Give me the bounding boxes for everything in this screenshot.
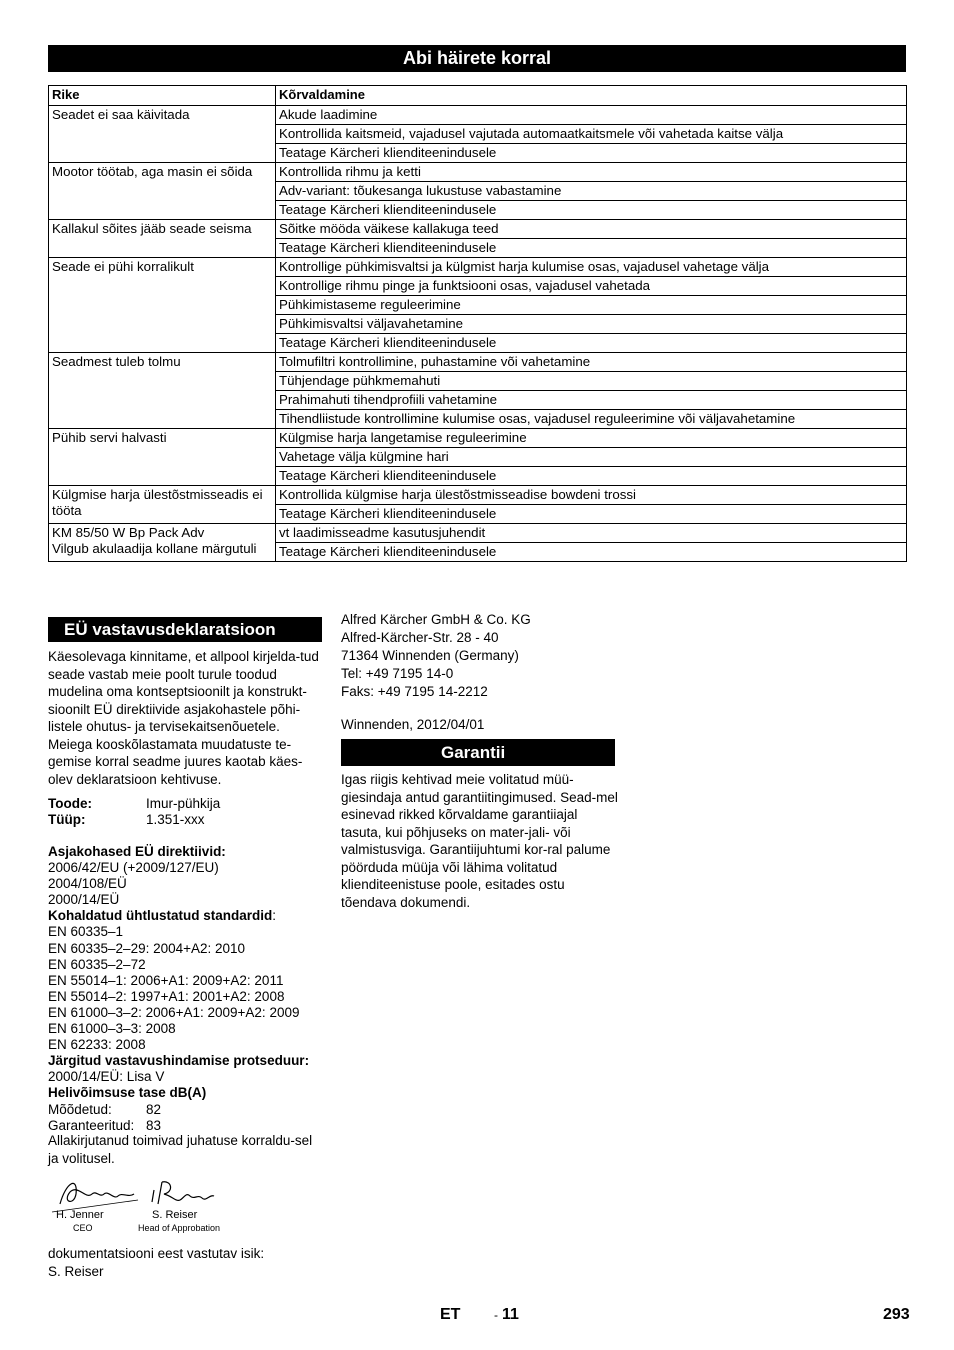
column-header-fault: Rike bbox=[49, 86, 276, 106]
footer-language: ET bbox=[440, 1306, 461, 1323]
standard-item: EN 55014–1: 2006+A1: 2009+A2: 2011 bbox=[48, 972, 284, 988]
table-row bbox=[49, 163, 907, 182]
product-value: Imur-pühkija bbox=[146, 796, 221, 811]
fault-cell: Kallakul sõites jääb seade seisma bbox=[49, 220, 276, 258]
remedy-cell: Adv-variant: tõukesanga lukustuse vabastamine bbox=[276, 182, 907, 201]
remedy-cell: Vahetage välja külgmine hari bbox=[276, 448, 907, 467]
standard-item: EN 61000–3–2: 2006+A1: 2009+A2: 2009 bbox=[48, 1004, 300, 1020]
remedy-cell: vt laadimisseadme kasutusjuhendit bbox=[276, 524, 907, 543]
measured-value: 82 bbox=[146, 1101, 162, 1117]
remedy-cell: Teatage Kärcheri klienditeenindusele bbox=[276, 467, 907, 486]
footer-page-number: 293 bbox=[883, 1306, 910, 1323]
standard-item: EN 60335–1 bbox=[48, 924, 124, 940]
table-row bbox=[49, 106, 907, 125]
signer2-role: Head of Approbation bbox=[138, 1223, 221, 1233]
address-line: Tel: +49 7195 14-0 bbox=[341, 665, 454, 681]
remedy-cell: Teatage Kärcheri klienditeenindusele bbox=[276, 144, 907, 163]
remedy-cell: Kontrollige pühkimisvaltsi ja külgmist harja kulumise osas, vajadusel vahetage välja bbox=[276, 258, 907, 277]
table-header-row bbox=[49, 86, 907, 106]
address-line: Faks: +49 7195 14-2212 bbox=[341, 683, 488, 699]
measured-label: Mõõdetud: bbox=[48, 1101, 112, 1117]
standard-item: EN 60335–2–29: 2004+A2: 2010 bbox=[48, 940, 246, 956]
remedy-cell: Kontrollida külgmise harja ülestõstmisseadise bowdeni trossi bbox=[276, 486, 907, 505]
remedy-cell: Kontrollida rihmu ja ketti bbox=[276, 163, 907, 182]
remedy-cell: Pühkimistaseme reguleerimine bbox=[276, 296, 907, 315]
procedure-heading: Järgitud vastavushindamise protseduur: bbox=[48, 1053, 310, 1069]
guaranteed-label: Garanteeritud: bbox=[48, 1117, 135, 1133]
directive-item: 2004/108/EÜ bbox=[48, 876, 127, 892]
procedure-value: 2000/14/EÜ: Lisa V bbox=[48, 1069, 165, 1085]
table-row bbox=[49, 524, 907, 543]
remedy-cell: Pühkimisvaltsi väljavahetamine bbox=[276, 315, 907, 334]
standard-item: EN 61000–3–3: 2008 bbox=[48, 1021, 176, 1037]
remedy-cell: Tihendliistude kontrollimine kulumise osas, vajadusel reguleerimine või väljavahetamine bbox=[276, 410, 907, 429]
table-row bbox=[49, 429, 907, 448]
section-title-warranty: Garantii bbox=[341, 739, 615, 766]
troubleshooting-table bbox=[48, 85, 907, 562]
eu-intro-text: Käesolevaga kinnitame, et allpool kirjelda-tud seade vastab meie poolt turule toodud mudelina oma kontseptsioonilt ja konstrukt-sioonilt EÜ direktiivide asjakohastele põhi-listele ohutus- ja tervisekaitsenõuetele. Meiega kooskõlastamata muudatuste te-gemise korral seadme juures kaotab käes-olev deklaratsioon kehtivuse. bbox=[48, 649, 319, 787]
remedy-cell: Akude laadimine bbox=[276, 106, 907, 125]
signature-graphics bbox=[48, 1172, 248, 1214]
type-row bbox=[48, 812, 205, 828]
fault-cell: Seade ei pühi korralikult bbox=[49, 258, 276, 353]
product-row bbox=[48, 796, 220, 812]
column-header-remedy: Kõrvaldamine bbox=[276, 86, 907, 106]
directives-block bbox=[48, 844, 338, 1134]
fault-cell: KM 85/50 W Bp Pack Adv Vilgub akulaadija kollane märgutuli bbox=[49, 524, 276, 562]
remedy-cell: Tühjendage pühkmemahuti bbox=[276, 372, 907, 391]
address-line: Alfred-Kärcher-Str. 28 - 40 bbox=[341, 629, 499, 645]
footer-page-local bbox=[494, 1306, 519, 1324]
section-title-troubleshooting: Abi häirete korral bbox=[48, 45, 906, 72]
table-row bbox=[49, 486, 907, 505]
product-label: Toode: bbox=[48, 796, 92, 811]
doc-responsible-name: S. Reiser bbox=[48, 1263, 104, 1279]
standard-item: EN 60335–2–72 bbox=[48, 956, 146, 972]
doc-responsible-label: dokumentatsiooni eest vastutav isik: bbox=[48, 1246, 265, 1261]
footer-dash: - bbox=[494, 1308, 498, 1322]
directive-item: 2000/14/EÜ bbox=[48, 892, 120, 908]
section-title-eu-declaration: EÜ vastavusdeklaratsioon bbox=[48, 617, 322, 642]
remedy-cell: Teatage Kärcheri klienditeenindusele bbox=[276, 201, 907, 220]
fault-cell: Pühib servi halvasti bbox=[49, 429, 276, 486]
directive-item: 2006/42/EU (+2009/127/EU) bbox=[48, 860, 219, 876]
warranty-text: Igas riigis kehtivad meie volitatud müü-giesindaja antud garantiitingimused. Sead-mel esinevad rikked kõrvaldame garantiiajal tasuta, kui põhjuseks on mater-jali- või valmistusviga. Garantiijuhtumi kor-ral palume pöörduda müüja või lähima volitatud klienditeenistuse poole, esitades ostu tõendava dokumendi. bbox=[341, 772, 618, 910]
noise-heading: Helivõimsuse tase dB(A) bbox=[48, 1085, 207, 1101]
remedy-cell: Tolmufiltri kontrollimine, puhastamine või vahetamine bbox=[276, 353, 907, 372]
remedy-cell: Teatage Kärcheri klienditeenindusele bbox=[276, 239, 907, 258]
remedy-cell: Külgmise harja langetamise reguleerimine bbox=[276, 429, 907, 448]
standard-item: EN 55014–2: 1997+A1: 2001+A2: 2008 bbox=[48, 988, 285, 1004]
fault-cell: Seadet ei saa käivitada bbox=[49, 106, 276, 163]
document-responsible bbox=[48, 1245, 328, 1280]
remedy-cell: Sõitke mööda väikese kallakuga teed bbox=[276, 220, 907, 239]
place-date: Winnenden, 2012/04/01 bbox=[341, 717, 485, 732]
signer2-name: S. Reiser bbox=[152, 1209, 198, 1221]
standards-heading: Kohaldatud ühtlustatud standardid bbox=[48, 908, 273, 924]
remedy-cell: Teatage Kärcheri klienditeenindusele bbox=[276, 505, 907, 524]
company-address bbox=[341, 611, 641, 701]
signer1-role: CEO bbox=[73, 1223, 93, 1233]
remedy-cell: Prahimahuti tihendprofiili vahetamine bbox=[276, 391, 907, 410]
remedy-cell: Kontrollida kaitsmeid, vajadusel vajutada automaatkaitsmele või vahetada kaitse välja bbox=[276, 125, 907, 144]
table-row bbox=[49, 258, 907, 277]
standards-colon: : bbox=[272, 908, 277, 924]
measured-row bbox=[48, 1102, 338, 1118]
type-value: 1.351-xxx bbox=[146, 812, 205, 827]
address-line: 71364 Winnenden (Germany) bbox=[341, 647, 519, 663]
remedy-cell: Teatage Kärcheri klienditeenindusele bbox=[276, 543, 907, 562]
guaranteed-value: 83 bbox=[146, 1117, 162, 1133]
footer-page-local-number: 11 bbox=[502, 1306, 519, 1323]
type-label: Tüüp: bbox=[48, 812, 86, 827]
table-row bbox=[49, 220, 907, 239]
directives-heading: Asjakohased EÜ direktiivid: bbox=[48, 844, 226, 859]
signatures bbox=[48, 1172, 248, 1236]
signature-reiser bbox=[152, 1182, 214, 1204]
signature-jenner bbox=[60, 1183, 134, 1204]
table-row bbox=[49, 353, 907, 372]
address-line: Alfred Kärcher GmbH & Co. KG bbox=[341, 612, 531, 627]
remedy-cell: Teatage Kärcheri klienditeenindusele bbox=[276, 334, 907, 353]
fault-cell: Külgmise harja ülestõstmisseadis ei tööta bbox=[49, 486, 276, 524]
authorization-text: Allakirjutanud toimivad juhatuse korraldu-sel ja volitusel. bbox=[48, 1133, 313, 1166]
fault-cell: Mootor töötab, aga masin ei sõida bbox=[49, 163, 276, 220]
fault-cell: Seadmest tuleb tolmu bbox=[49, 353, 276, 429]
remedy-cell: Kontrollige rihmu pinge ja funktsiooni osas, vajadusel vahetada bbox=[276, 277, 907, 296]
standard-item: EN 62233: 2008 bbox=[48, 1037, 146, 1053]
signer1-name: H. Jenner bbox=[56, 1209, 104, 1221]
